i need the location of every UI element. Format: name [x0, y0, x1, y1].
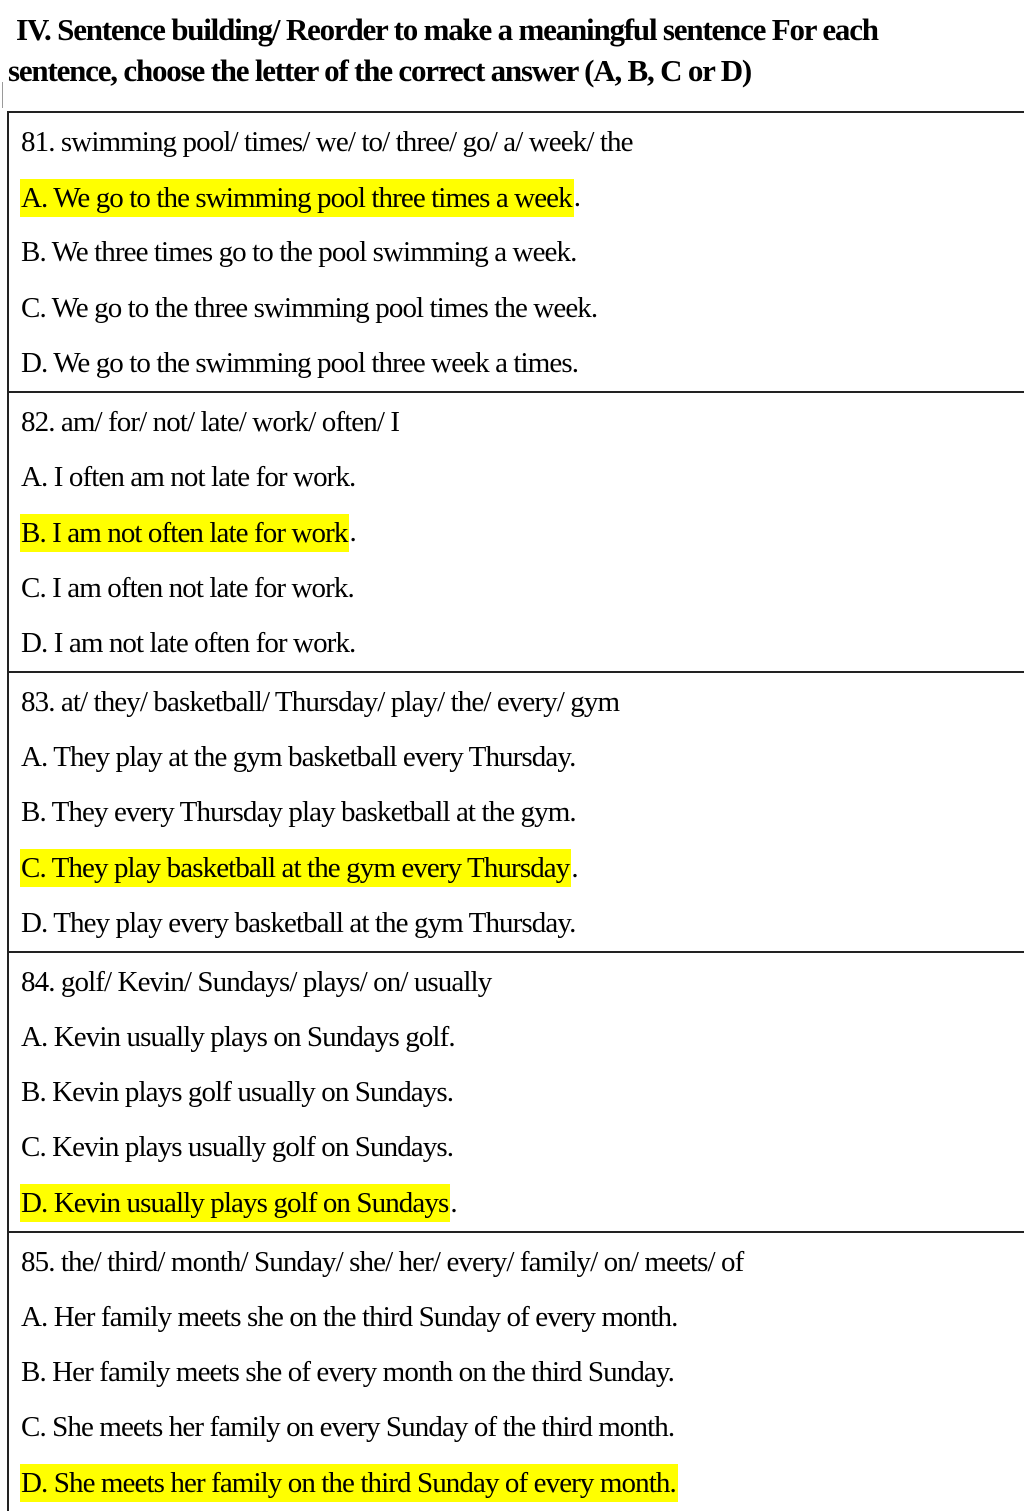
answer-option[interactable]: [21, 1010, 1024, 1065]
answer-option[interactable]: [21, 225, 1024, 280]
answer-option-correct[interactable]: [21, 840, 1024, 895]
highlighted-answer-text: C. They play basketball at the gym every Thursday: [20, 849, 571, 887]
answer-option[interactable]: [21, 1065, 1024, 1120]
answer-text: C. She meets her family on every Sunday of the third month.: [21, 1411, 675, 1444]
answer-text: B. They every Thursday play basketball at the gym.: [21, 796, 576, 829]
answer-text: C. I am often not late for work.: [21, 571, 354, 604]
answer-text: B. Kevin plays golf usually on Sundays.: [21, 1076, 454, 1109]
answer-text: A. They play at the gym basketball every Thursday.: [21, 741, 576, 774]
highlighted-answer-text: D. Kevin usually plays golf on Sundays: [20, 1184, 450, 1222]
answer-text: A. Her family meets she on the third Sunday of every month.: [21, 1301, 678, 1334]
answer-option[interactable]: [21, 1400, 1024, 1455]
answer-trailing-period: .: [450, 1186, 457, 1219]
question-prompt-text: 84. golf/ Kevin/ Sundays/ plays/ on/ usually: [21, 965, 492, 998]
answer-text: A. I often am not late for work.: [21, 461, 356, 494]
answer-option[interactable]: [21, 1290, 1024, 1345]
answer-option-correct[interactable]: [21, 170, 1024, 225]
answer-trailing-period: .: [349, 516, 356, 549]
question-prompt-text: 81. swimming pool/ times/ we/ to/ three/ go/ a/ week/ the: [21, 126, 633, 159]
highlighted-answer-text: D. She meets her family on the third Sunday of every month.: [20, 1464, 678, 1502]
highlighted-answer-text: A. We go to the swimming pool three times a week: [20, 179, 574, 217]
question-prompt: [21, 115, 1024, 170]
question-block: [9, 1233, 1024, 1511]
question-prompt-text: 83. at/ they/ basketball/ Thursday/ play/ the/ every/ gym: [21, 685, 620, 718]
highlighted-answer-text: B. I am not often late for work: [20, 514, 349, 552]
section-title-line-1: IV. Sentence building/ Reorder to make a meaningful sentence For each: [16, 12, 878, 47]
answer-option-correct[interactable]: [21, 1176, 1024, 1231]
answer-option-correct[interactable]: [21, 1456, 1024, 1511]
answer-text: D. I am not late often for work.: [21, 626, 356, 659]
answer-text: D. They play every basketball at the gym Thursday.: [21, 906, 576, 939]
answer-option[interactable]: [21, 450, 1024, 505]
question-prompt-text: 82. am/ for/ not/ late/ work/ often/ I: [21, 406, 400, 439]
question-prompt: [21, 955, 1024, 1010]
question-prompt-text: 85. the/ third/ month/ Sunday/ she/ her/ every/ family/ on/ meets/ of: [21, 1245, 744, 1278]
answer-text: B. We three times go to the pool swimming a week.: [21, 236, 577, 269]
answer-text: C. Kevin plays usually golf on Sundays.: [21, 1131, 454, 1164]
questions-table: [7, 111, 1024, 1511]
answer-option[interactable]: [21, 336, 1024, 391]
question-prompt: [21, 395, 1024, 450]
answer-trailing-period: .: [573, 181, 581, 214]
text-cursor-marker: [2, 82, 3, 108]
question-block: [9, 673, 1024, 953]
answer-text: B. Her family meets she of every month on the third Sunday.: [21, 1356, 674, 1389]
question-block: [9, 113, 1024, 393]
answer-option[interactable]: [21, 1345, 1024, 1400]
answer-option[interactable]: [21, 281, 1024, 336]
answer-text: C. We go to the three swimming pool times the week.: [21, 291, 598, 324]
question-block: [9, 953, 1024, 1233]
section-title-line-2: sentence, choose the letter of the correct answer (A, B, C or D): [8, 53, 752, 88]
answer-option[interactable]: [21, 616, 1024, 671]
question-prompt: [21, 675, 1024, 730]
section-header: [0, 0, 1024, 112]
answer-option[interactable]: [21, 730, 1024, 785]
answer-option[interactable]: [21, 561, 1024, 616]
answer-option[interactable]: [21, 1120, 1024, 1175]
question-prompt: [21, 1235, 1024, 1290]
question-block: [9, 393, 1024, 673]
answer-text: D. We go to the swimming pool three week a times.: [21, 346, 579, 379]
answer-option[interactable]: [21, 896, 1024, 951]
answer-option-correct[interactable]: [21, 505, 1024, 560]
answer-option[interactable]: [21, 785, 1024, 840]
answer-trailing-period: .: [571, 851, 578, 884]
answer-text: A. Kevin usually plays on Sundays golf.: [21, 1021, 455, 1054]
